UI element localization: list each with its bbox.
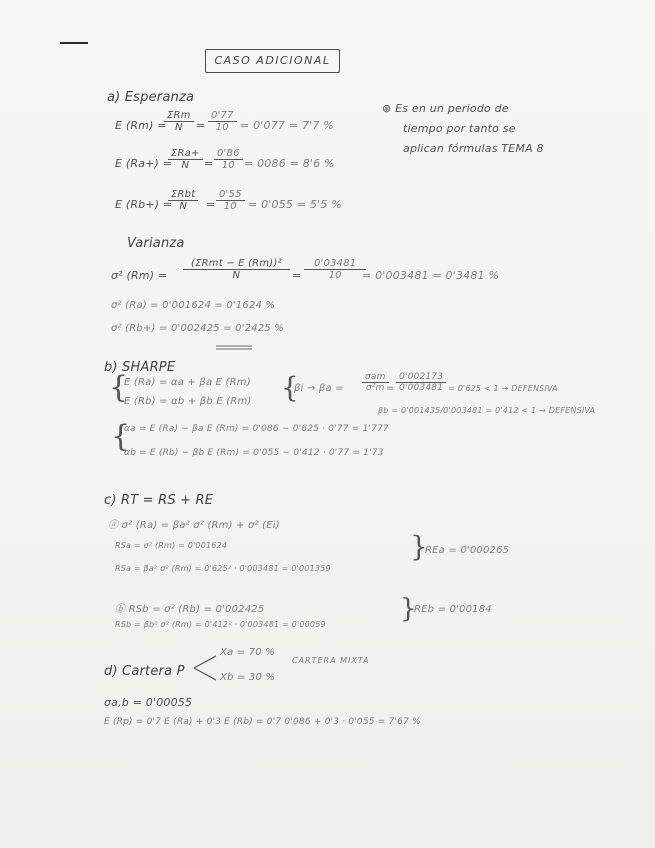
section-d-heading: d) Cartera P (104, 664, 185, 679)
cartera-mixta-label: CARTERA MIXTA (292, 656, 370, 665)
esperanza-ra-lhs: E (Ra+) = (115, 157, 173, 170)
esperanza-ra-formula: ΣRa+ N (168, 148, 203, 171)
beta-a-result: = 0'625 < 1 → DEFENSIVA (448, 384, 558, 393)
esperanza-ra-result: = 0086 = 8'6 % (244, 157, 335, 170)
esperanza-rm-result: = 0'077 = 7'7 % (240, 119, 334, 132)
re-b-brace: } (400, 594, 417, 624)
alpha-brace: { (111, 419, 131, 454)
sharpe-eq-a: E (Ra) = αa + βa E (Rm) (124, 377, 251, 388)
riesgo-sistematico-b: ⓑ RSb = σ² (Rb) = 0'002425 (115, 604, 265, 615)
riesgo-especifico-b-calc: RSb = βb² σ² (Rm) = 0'412² · 0'003481 = 0'00059 (115, 620, 326, 629)
section-c-heading: c) RT = RS + RE (104, 493, 214, 508)
esperanza-rb-lhs: E (Rb+) = (115, 198, 173, 211)
varianza-rm-values: $\frac{0'03481}{10}$ (304, 258, 366, 281)
esperanza-rm-formula: ΣRm N (164, 110, 194, 133)
varianza-rm-lhs: σ² (Rm) = (111, 269, 168, 282)
riesgo-sistematico-a: RSa = σ² (Rm) = 0'001624 (115, 541, 228, 550)
esperanza-rm-values: $\frac{0'77}{10}$ (208, 110, 237, 133)
page-title: CASO ADICIONAL (205, 49, 340, 73)
alpha-a-line: αa = E (Ra) − βa E (Rm) = 0'086 − 0'625 · 0'77 = 1'777 (124, 424, 389, 434)
paper-sheet: CASO ADICIONAL a) Esperanza E (Rm) = ΣRm N = $\frac{0'77}{10}$ = 0'077 = 7'7 % E (Ra+) = ΣRa+ N = $\frac{0'86}{10}$ = 0086 = 8'6 % E (Rb+) = ΣRbt N = $\frac{0'55}{10}$ = 0'055 = 5'5 % ⊛ Es en un periodo de tiempo por tanto se aplican fórmulas TEMA 8 Varianza σ² (Rm) = (ΣRmt − E (Rm))² N = $\frac{0'03481}{10}$ = 0'003481 = 0'3481 % σ² (Ra) = 0'001624 = 0'1624 % σ² (Rb+) = 0'002425 = 0'2425 % b) SHARPE { E (Ra) = αa + βa E (Rm) E (Rb) = αb + βb E (Rm) { βi → βa = σam σ²m = $\frac{0'002173}{0'003481}$ = 0'625 < 1 → DEFENSIVA βb = 0'001435/0'003481 = 0'412 < 1 → DEFENSIVA { αa = E (Ra) − βa E (Rm) = 0'086 − 0'625 · 0'77 = 1'777 αb = E (Rb) − βb E (Rm) = 0'055 − 0'412 · 0'77 = 1'73 c) RT = RS + RE ⓐ σ² (Ra) = βa² σ² (Rm) + σ² (Ei) RSa = σ² (Rm) = 0'001624 RSa = βa² σ² (Rm) = 0'625² · 0'003481 = 0'001359 } REa = 0'000265 ⓑ RSb = σ² (Rb) = 0'002425 RSb = βb² σ² (Rm) = 0'412² · 0'003481 = 0'00059 } REb = 0'00184 d) Cartera P Xa = 70 % Xb = 30 % CARTERA MIXTA σa,b = 0'00055 E (Rp) = 0'7 E (Ra) + 0'3 E (Rb) = 0'7 0'086 + 0'3 · 0'055 = 7'67 % (0, 0, 655, 848)
esperanza-rm-lhs: E (Rm) = (115, 119, 167, 132)
note-line-1: ⊛ Es en un periodo de (382, 102, 509, 115)
peso-b: Xb = 30 % (220, 672, 276, 683)
beta-label: βi → βa = (294, 383, 344, 394)
riesgo-especifico-b-result: REb = 0'00184 (414, 604, 492, 615)
section-a-heading: a) Esperanza (107, 90, 195, 105)
peso-a: Xa = 70 % (220, 647, 275, 658)
esperanza-cartera: E (Rp) = 0'7 E (Ra) + 0'3 E (Rb) = 0'7 0'086 + 0'3 · 0'055 = 7'67 % (104, 717, 421, 727)
riesgo-especifico-a-result: REa = 0'000265 (425, 545, 510, 556)
beta-b-line: βb = 0'001435/0'003481 = 0'412 < 1 → DEFENSIVA (378, 406, 596, 415)
beta-values: $\frac{0'002173}{0'003481}$ (396, 372, 446, 393)
esperanza-rb-values: $\frac{0'55}{10}$ (216, 189, 245, 212)
esperanza-rb-formula: ΣRbt N (168, 189, 198, 212)
beta-brace: { (281, 371, 299, 404)
varianza-heading: Varianza (127, 236, 185, 251)
section-b-heading: b) SHARPE (104, 360, 176, 375)
esperanza-ra-values: $\frac{0'86}{10}$ (214, 148, 243, 171)
varianza-descomposicion-a: ⓐ σ² (Ra) = βa² σ² (Rm) + σ² (Ei) (108, 520, 280, 531)
varianza-rm-formula: (ΣRmt − E (Rm))² N (183, 258, 290, 281)
alpha-b-line: αb = E (Rb) − βb E (Rm) = 0'055 − 0'412 · 0'77 = 1'73 (124, 448, 384, 458)
varianza-rb-line: σ² (Rb+) = 0'002425 = 0'2425 % (111, 323, 285, 334)
system-brace: { (109, 370, 129, 405)
varianza-rm-result: = 0'003481 = 0'3481 % (362, 269, 500, 282)
covarianza-ab: σa,b = 0'00055 (104, 696, 193, 709)
esperanza-rb-result: = 0'055 = 5'5 % (248, 198, 342, 211)
note-line-2: tiempo por tanto se (403, 122, 516, 135)
riesgo-especifico-a-calc: RSa = βa² σ² (Rm) = 0'625² · 0'003481 = 0'001359 (115, 564, 331, 573)
varianza-ra-line: σ² (Ra) = 0'001624 = 0'1624 % (111, 300, 276, 311)
sharpe-eq-b: E (Rb) = αb + βb E (Rm) (124, 396, 252, 407)
beta-formula: σam σ²m (362, 372, 389, 393)
re-a-brace: } (410, 530, 428, 563)
note-line-3: aplican fórmulas TEMA 8 (403, 142, 544, 155)
